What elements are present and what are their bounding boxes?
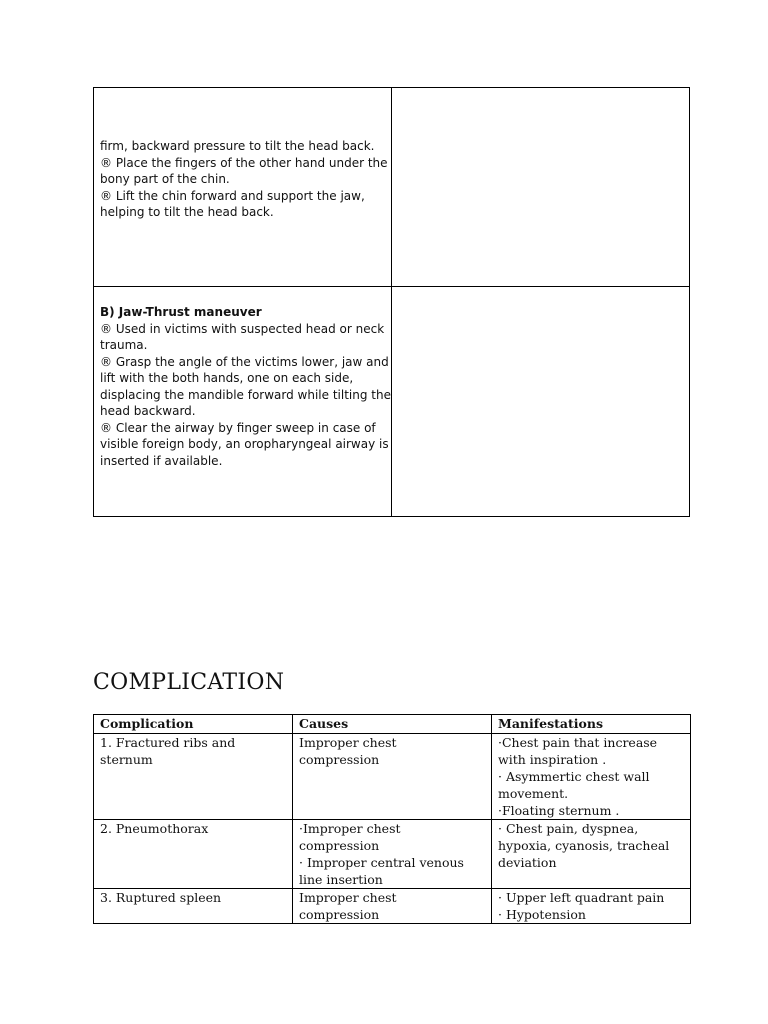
manifestations-cell: [492, 889, 691, 924]
manifestations-cell: [492, 734, 691, 820]
jaw-thrust-heading: B) Jaw-Thrust maneuver: [100, 305, 262, 319]
jaw-thrust-cell: [94, 287, 392, 517]
text-line: inserted if available.: [100, 453, 223, 468]
table-row: [94, 88, 690, 287]
cell-line: ·Chest pain that increase: [498, 735, 658, 750]
causes-cell: [293, 820, 492, 889]
cell-line: hypoxia, cyanosis, tracheal: [498, 838, 670, 853]
table-row: [94, 820, 691, 889]
text-line: head backward.: [100, 404, 196, 418]
cell-line: line insertion: [299, 872, 383, 887]
cell-line: · Asymmertic chest wall: [498, 769, 650, 784]
airway-maneuver-table: [93, 87, 690, 517]
cell-line: · Improper central venous: [299, 855, 464, 870]
table-header-row: [94, 715, 691, 734]
table-row: [94, 889, 691, 924]
cell-line: ·Floating sternum .: [498, 803, 620, 818]
cell-line: with inspiration .: [498, 752, 607, 767]
cell-line: 1. Fractured ribs and: [100, 735, 236, 750]
column-header: Complication: [94, 715, 293, 734]
column-header: Causes: [293, 715, 492, 734]
text-line: ® Lift the chin forward and support the jaw,: [100, 188, 365, 203]
empty-cell: [392, 88, 690, 287]
cell-line: deviation: [498, 855, 557, 870]
cell-line: 3. Ruptured spleen: [100, 890, 222, 905]
cell-line: 2. Pneumothorax: [100, 821, 209, 836]
cell-line: · Chest pain, dyspnea,: [498, 821, 639, 836]
table-row: [94, 734, 691, 820]
complication-cell: [94, 889, 293, 924]
cell-line: compression: [299, 907, 380, 922]
text-line: ® Place the fingers of the other hand under the: [100, 155, 388, 170]
causes-cell: [293, 734, 492, 820]
text-line: trauma.: [100, 338, 148, 352]
cell-line: movement.: [498, 786, 569, 801]
cell-line: Improper chest: [299, 890, 397, 905]
text-line: ® Used in victims with suspected head or neck: [100, 321, 385, 336]
text-line: firm, backward pressure to tilt the head back.: [100, 139, 375, 153]
empty-cell: [392, 287, 690, 517]
text-line: ® Clear the airway by finger sweep in case of: [100, 420, 376, 435]
text-line: ® Grasp the angle of the victims lower, jaw and: [100, 354, 389, 369]
section-heading: COMPLICATION: [93, 670, 285, 695]
column-header: Manifestations: [492, 715, 691, 734]
cell-line: · Hypotension: [498, 907, 586, 922]
head-tilt-cell: [94, 88, 392, 287]
text-line: helping to tilt the head back.: [100, 205, 274, 219]
cell-line: · Upper left quadrant pain: [498, 890, 665, 905]
text-line: lift with the both hands, one on each side,: [100, 371, 354, 385]
cell-line: compression: [299, 752, 380, 767]
cell-line: compression: [299, 838, 380, 853]
text-line: visible foreign body, an oropharyngeal airway is: [100, 437, 389, 451]
text-line: displacing the mandible forward while tilting the: [100, 387, 391, 402]
complication-cell: [94, 734, 293, 820]
cell-line: ·Improper chest: [299, 821, 401, 836]
text-line: bony part of the chin.: [100, 172, 230, 186]
table-row: [94, 287, 690, 517]
complication-table: [93, 714, 691, 924]
causes-cell: [293, 889, 492, 924]
cell-line: sternum: [100, 752, 153, 767]
manifestations-cell: [492, 820, 691, 889]
complication-cell: [94, 820, 293, 889]
cell-line: Improper chest: [299, 735, 397, 750]
